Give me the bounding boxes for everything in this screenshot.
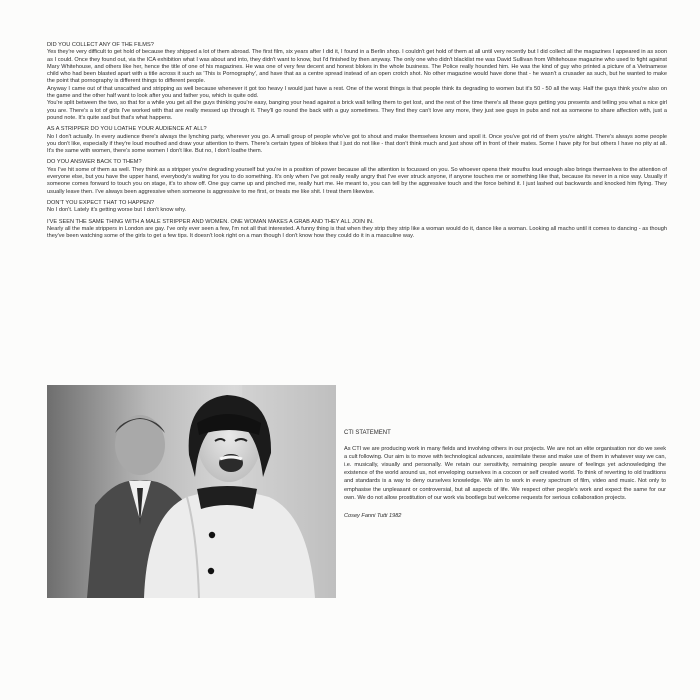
cti-statement [344, 429, 666, 520]
answer-paragraph: No I don't actually. In every audience there's always the lynching party, wherever you go. A small group of people who've got to shout and make themselves known and spoil it. Once you've got rid of them you're alright. There's always some people you don't like, especially if they're loud mouthed and draw your attention to them. There's certain types of blokes that I just do not like - that don't think much and just show off in front of their mates. Some I have pity for but others I have no pity at all. It's the same with women, there's some women I don't like. But no, I don't loathe them. [47, 133, 667, 155]
answer-paragraph: Nearly all the male strippers in London are gay. I've only ever seen a few, I'm not all that interested. A funny thing is that when they strip they strip like a woman would do it, dance like a woman. Looking all macho until it comes to dancing - as though they've been watching some of the girls to get a few tips. It doesn't look right on a man though I don't know how they could do it in a masculine way. [47, 225, 667, 240]
qa-block [47, 200, 667, 215]
qa-block [47, 159, 667, 195]
question: I'VE SEEN THE SAME THING WITH A MALE STRIPPER AND WOMEN. ONE WOMAN MAKES A GRAB AND THEY ALL JOIN IN. [47, 218, 374, 225]
qa-block [47, 219, 667, 241]
statement-body: As CTI we are producing work in many fields and involving others in our projects. We are not an elite organisation nor do we seek a cult following. Our aim is to move with technological advances, assimilate these and make use of them in whatever way we can, i.e. musically, visually and personally. We retain our sensitivity, remaining people aware of feelings yet acknowledging the existence of the world around us, not enveloping ourselves in a cocoon or self created world. To think of reverting to old traditions and standards is a way to deny ourselves knowledge. We aim to work in every spectrum of film, video and music. Not only to emphasise the unpleasant or controversial, but all aspects of life. We respect other people's work and expect the same for our own. We do not allow prostitution of our work via bootlegs but welcome requests for serious collaboration projects. [344, 446, 666, 501]
qa-block [47, 42, 667, 122]
interview-text [47, 42, 667, 244]
answer-paragraph: Yes they're very difficult to get hold of because they shipped a lot of them abroad. The first film, six years after I did it, I found in a Berlin shop. I couldn't get hold of them at all until very recently but I did collect all the magazines I appeared in as soon as I could. Once they found out, via the ICA exhibition what I was about and into, they didn't want to know, but I'd finished by then anyway. The only one who didn't blacklist me was David Sullivan from Whitehouse magazine who used to fight against Mary Whitehouse, and others like her, hence the title of one of his magazines. He was one of very few decent and honest blokes in the whole business. The Police really hounded him. He was the kind of guy who printed a picture of a Vietnamese child who had been blasted apart with a title across it such as 'This is Pornography', and have that as a centre spread instead of an open crotch shot. No other magazine would have done that - he wasn't a crusader as such, but he wanted to make the point that pornography is different things to different people. [47, 49, 667, 85]
answer-paragraph: Anyway I came out of that unscathed and stripping as well because whenever it got too heavy I would just have a rest. One of the worst things is that people think its degrading to women but it's 50 - 50 all the way. Half the guys think you're also on the game and the other half want to look after you and father you, which is quite odd. [47, 85, 667, 100]
statement-title: CTI STATEMENT [344, 430, 391, 436]
question: DO YOU ANSWER BACK TO THEM? [47, 159, 142, 166]
photograph [47, 385, 336, 598]
answer-paragraph: You're split between the two, so that for a while you get all the guys thinking you're easy, banging your head against a brick wall telling them to get lost, and the rest of the time there's all these guys getting you presents and telling you what a nice girl you are. There's a lot of girls I've worked with that are really messed up through it. They'll go round the back with a guy sometimes. They find they can't love any more, they just see guys in pubs and not as someone to share affection with, just a pound note. It's quite sad but that's what happens. [47, 100, 667, 121]
qa-block [47, 126, 667, 155]
answer-paragraph: Yes I've hit some of them as well. They think as a stripper you're degrading yourself but you're in a position of power because all the attention is focussed on you. So whoever opens their mouths loud enough also brings themselves to the attention of everyone else, but you have the upper hand, everybody's waiting for you to do something. It's only when I've got really really angry that I've ever struck anyone, if anyone touches me or something like that, because its never in a nice way. Usually if someone comes forward to touch you on stage, it's to show off. One guy came up and pinched me, really hurt me. He meant to, you can tell by the aggressive touch and the force behind it. I just lashed out backwards and knocked him flying. They usually leave then. I've always been aggressive when someone is aggressive to me first, or treats me like shit. I treat them likewise. [47, 166, 667, 195]
statement-signature: Cosey Fanni Tutti 1982 [344, 512, 402, 519]
question: AS A STRIPPER DO YOU LOATHE YOUR AUDIENCE AT ALL? [47, 126, 207, 133]
question: DID YOU COLLECT ANY OF THE FILMS? [47, 42, 154, 48]
photo-illustration [47, 385, 336, 598]
question: DON'T YOU EXPECT THAT TO HAPPEN? [47, 199, 155, 206]
answer-paragraph: No I don't. Lately it's getting worse but I don't know why. [47, 207, 187, 214]
